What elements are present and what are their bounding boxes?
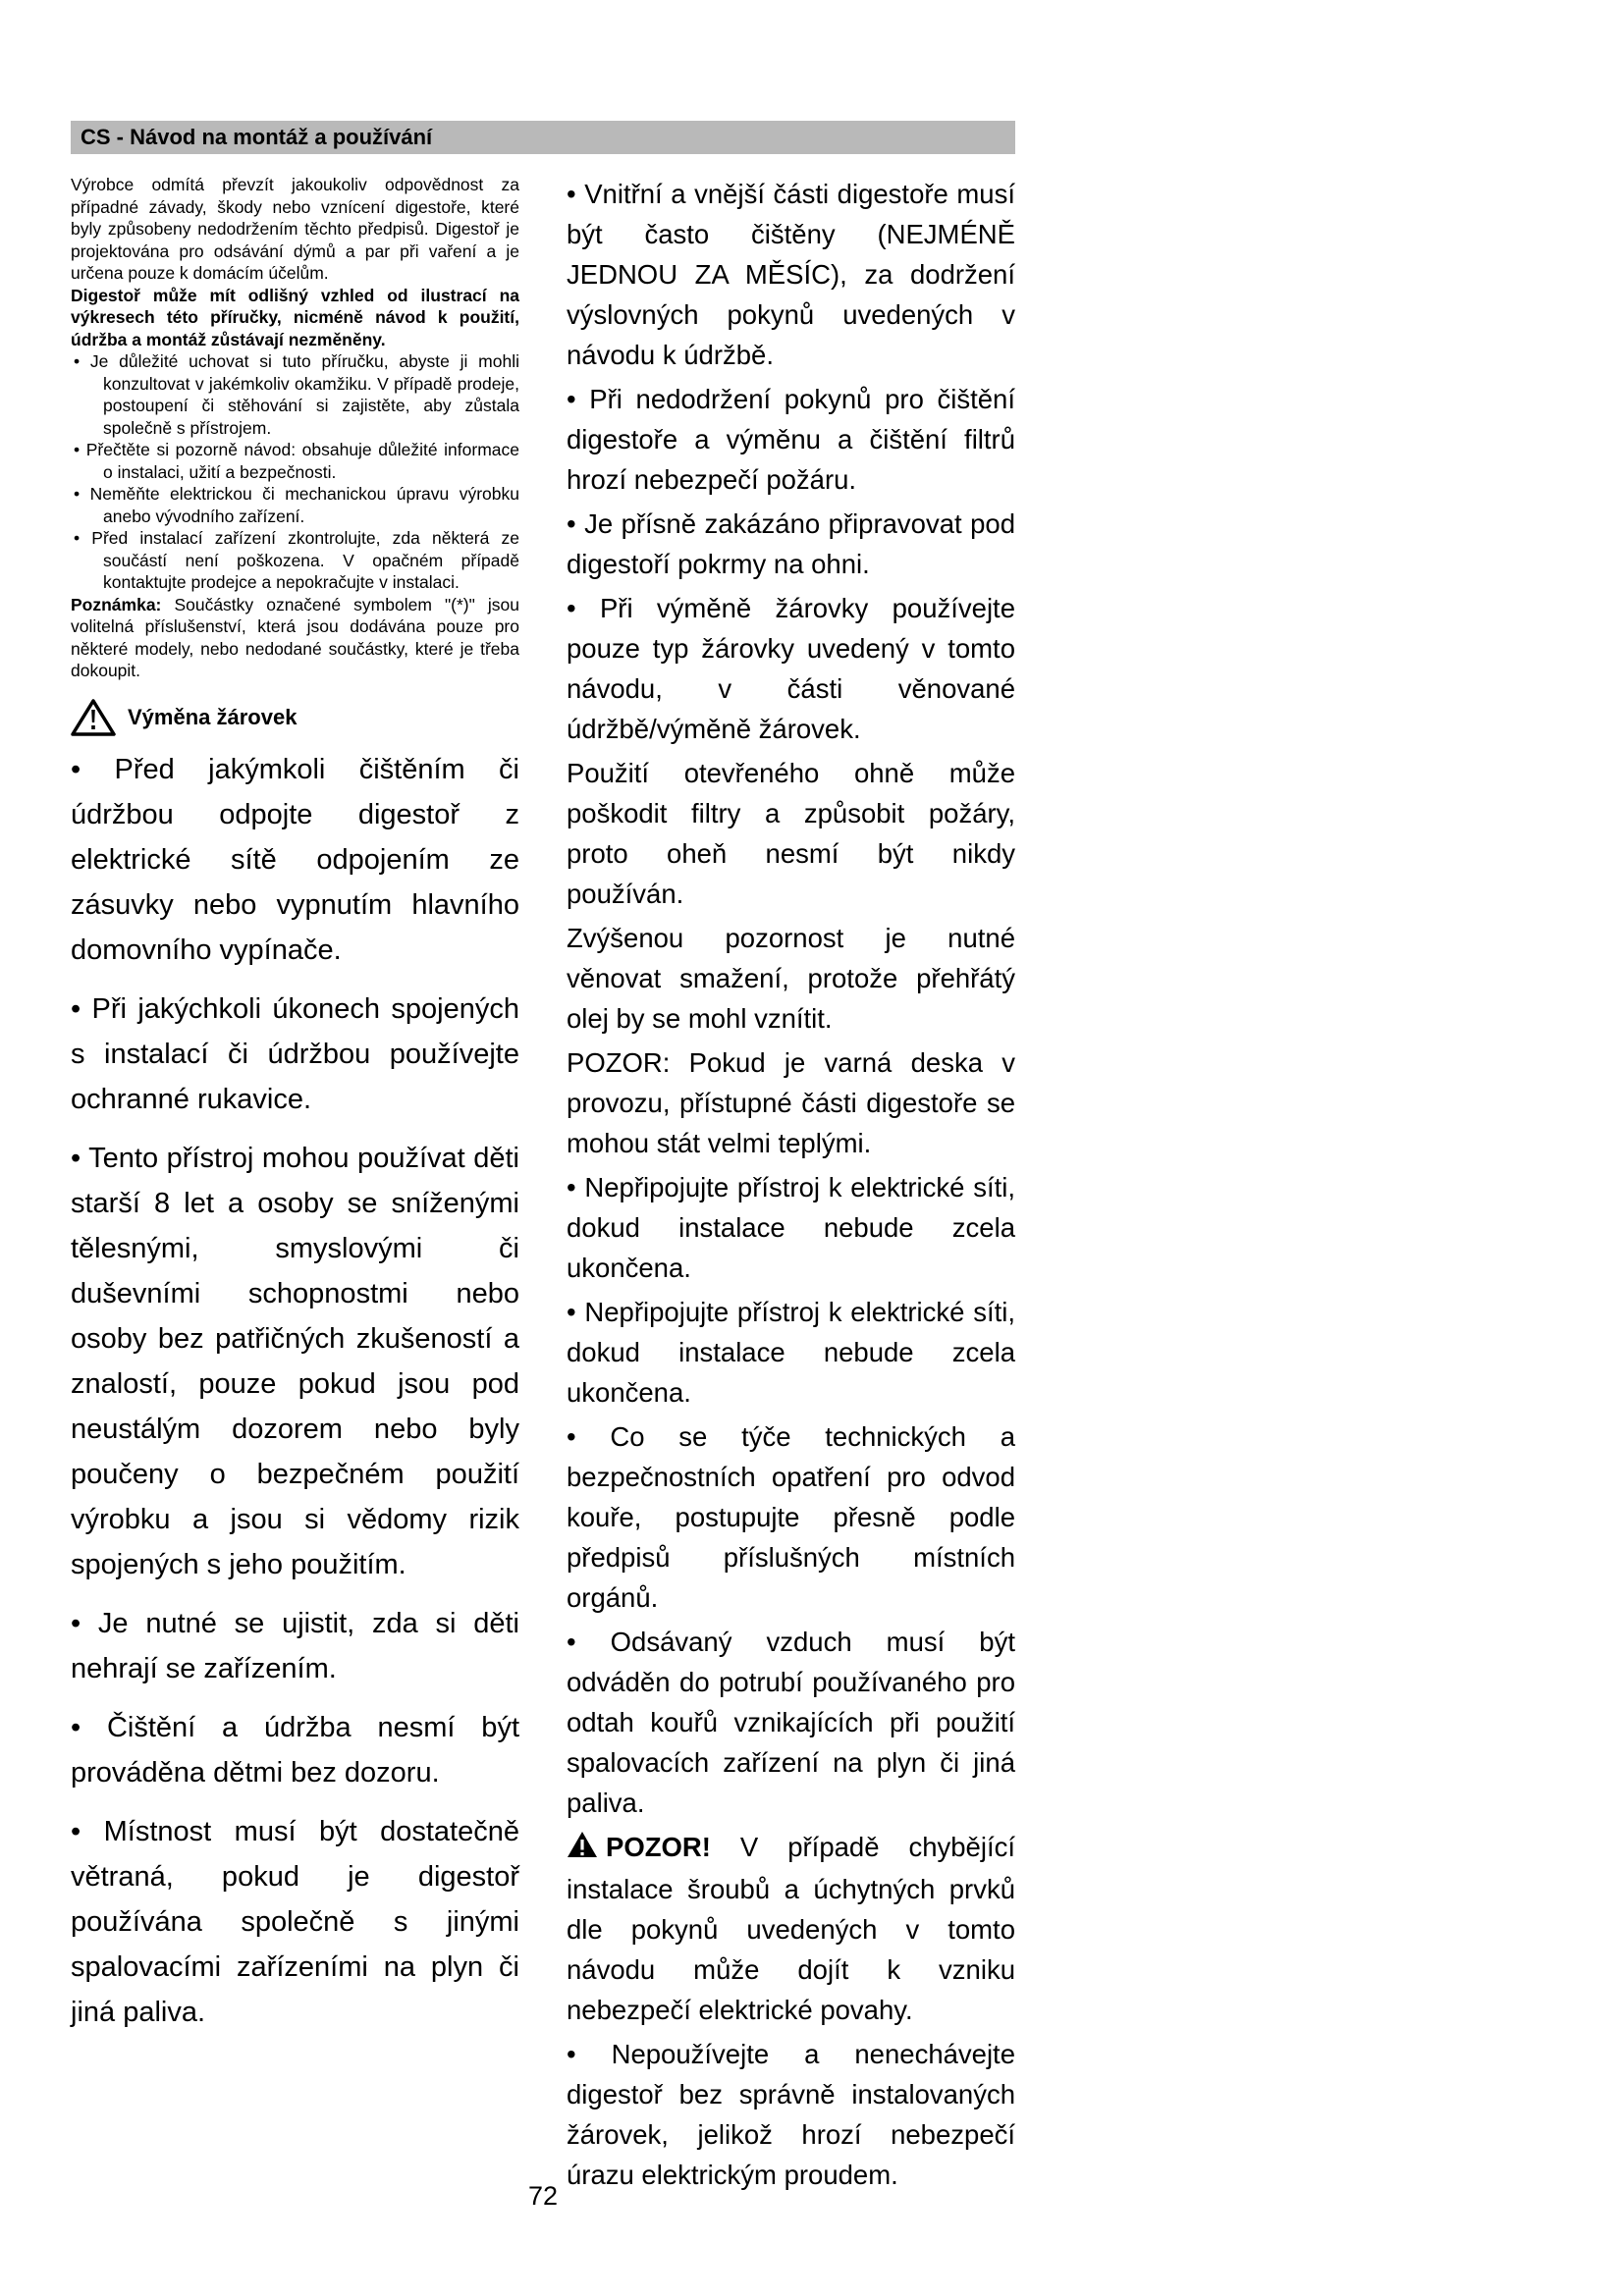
safety-item: • Je nutné se ujistit, zda si děti nehrají se zařízením. (71, 1607, 519, 1684)
safety-item: • Vnitřní a vnější části digestoře musí být často čištěny (NEJMÉNĚ JEDNOU ZA MĚSÍC), za dodržení výslovných pokynů uvedených v návodu k údržbě. (567, 179, 1015, 370)
safety-item: • Místnost musí být dostatečně větraná, pokud je digestoř používána společně s jinými spalovacími zařízeními na plyn či jiná paliva. (71, 1815, 519, 2028)
screw-warning-paragraph (567, 1827, 1015, 2030)
warning-triangle-outline-icon (71, 698, 116, 737)
left-column (71, 174, 519, 2199)
bullet-item: • Neměňte elektrickou či mechanickou úpravu výrobku anebo vývodního zařízení. (74, 484, 519, 526)
warning-triangle-solid-icon (567, 1829, 598, 1869)
section-header-title: CS - Návod na montáž a používání (81, 125, 433, 149)
appearance-note-paragraph: Digestoř může mít odlišný vzhled od ilustrací na výkresech této příručky, nicméně návod k použití, údržba a montáž zůstávají nezměněny. (71, 285, 519, 349)
safety-item: • Nepoužívejte a nenechávejte digestoř bez správně instalovaných žárovek, jelikož hrozí nebezpečí úrazu elektrickým proudem. (567, 2039, 1015, 2190)
two-column-layout (71, 174, 1015, 2199)
note-paragraph (71, 594, 519, 682)
note-label: Poznámka: (71, 594, 162, 614)
bullet-item: • Přečtěte si pozorně návod: obsahuje důležité informace o instalaci, užití a bezpečnosti. (74, 440, 519, 482)
intro-paragraph: Výrobce odmítá převzít jakoukoliv odpovědnost za případné závady, škody nebo vznícení digestoře, které byly způsobeny nedodržením těchto předpisů. Digestoř je projektována pro odsávání dýmů a par při vaření a je určena pouze k domácím účelům. (71, 175, 519, 283)
safety-item: • Tento přístroj mohou používat děti starší 8 let a osoby se sníženými tělesnými, smyslovými či duševními schopnostmi nebo osoby bez patřičných zkušeností a znalostí, pouze pokud jsou pod neustálým dozorem nebo byly poučeny o bezpečném použití výrobku a jsou si vědomy rizik spojených s jeho použitím. (71, 1142, 519, 1580)
safety-item: • Při výměně žárovky používejte pouze typ žárovky uvedený v tomto návodu, v části věnované údržbě/výměně žárovek. (567, 593, 1015, 744)
note-text: Součástky označené symbolem "(*)" jsou volitelná příslušenství, která jsou dodávána pouze pro některé modely, nebo nedodané součástky, které je třeba dokoupit. (71, 594, 519, 680)
pozor-text: V případě chybějící instalace šroubů a úchytných prvků dle pokynů uvedených v tomto návodu může dojít k vzniku nebezpečí elektrické povahy. (567, 1832, 1015, 2025)
safety-item: • Před jakýmkoli čištěním či údržbou odpojte digestoř z elektrické sítě odpojením ze zásuvky nebo vypnutím hlavního domovního vypínače. (71, 753, 519, 966)
lamp-replacement-heading (71, 698, 519, 737)
safety-item: Zvýšenou pozornost je nutné věnovat smažení, protože přehřátý olej by se mohl vznítit. (567, 923, 1015, 1034)
lamp-heading-label: Výměna žárovek (128, 704, 298, 729)
safety-item: Použití otevřeného ohně může poškodit filtry a způsobit požáry, proto oheň nesmí být nikdy používán. (567, 758, 1015, 909)
safety-item: • Co se týče technických a bezpečnostních opatření pro odvod kouře, postupujte přesně podle předpisů příslušných místních orgánů. (567, 1421, 1015, 1613)
bullet-item: • Před instalací zařízení zkontrolujte, zda některá ze součástí není poškozena. V opačném případě kontaktujte prodejce a nepokračujte v instalaci. (74, 528, 519, 592)
pozor-label: POZOR! (606, 1832, 711, 1862)
page-content (71, 121, 1015, 2199)
section-header-bar (71, 121, 1015, 154)
safety-item: • Je přísně zakázáno připravovat pod digestoří pokrmy na ohni. (567, 508, 1015, 579)
safety-item: • Nepřipojujte přístroj k elektrické síti, dokud instalace nebude zcela ukončena. (567, 1297, 1015, 1408)
safety-item: • Při nedodržení pokynů pro čištění digestoře a výměnu a čištění filtrů hrozí nebezpečí požáru. (567, 384, 1015, 495)
safety-item: POZOR: Pokud je varná deska v provozu, přístupné části digestoře se mohou stát velmi teplými. (567, 1047, 1015, 1158)
page-number: 72 (527, 2181, 559, 2211)
safety-item: • Při jakýchkoli úkonech spojených s instalací či údržbou používejte ochranné rukavice. (71, 992, 519, 1115)
safety-item: • Nepřipojujte přístroj k elektrické síti, dokud instalace nebude zcela ukončena. (567, 1172, 1015, 1283)
bullet-item: • Je důležité uchovat si tuto příručku, abyste ji mohli konzultovat v jakémkoliv okamžiku. V případě prodeje, postoupení či stěhování si zajistěte, aby zůstala společně s přístrojem. (74, 351, 519, 438)
right-column (567, 174, 1015, 2199)
safety-item: • Odsávaný vzduch musí být odváděn do potrubí používaného pro odtah kouřů vznikajících při použití spalovacích zařízení na plyn či jiná paliva. (567, 1627, 1015, 1818)
safety-item: • Čištění a údržba nesmí být prováděna dětmi bez dozoru. (71, 1711, 519, 1789)
